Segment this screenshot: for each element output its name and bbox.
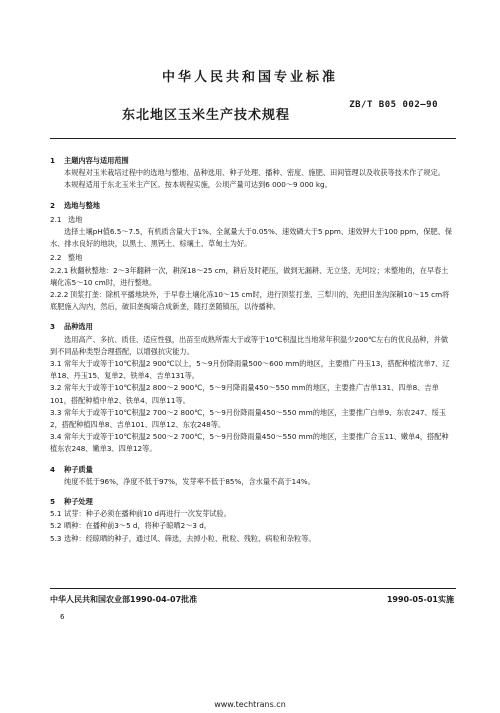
document-body bbox=[50, 152, 455, 545]
clause-text: 常年大于或等于10℃积温2 500～2 700℃，5～9月份降雨量450～550 mm的地区，主要推广合玉11、嫩单4，搭配种植东农248、嫩单3、四单12等。 bbox=[50, 432, 449, 454]
approval-line: 中华人民共和国农业部1990-04-07批准 bbox=[50, 595, 198, 604]
section-number: 4 bbox=[50, 464, 56, 474]
section-number: 3 bbox=[50, 322, 56, 332]
subsection-number: 2.1 bbox=[50, 214, 62, 224]
clause-item bbox=[50, 431, 455, 455]
clause-text: 常年大于或等于10℃积温2 800～2 900℃，5～9月降雨量450～550 mm的地区，主要推广吉单131、四单8、吉单101，搭配种植中单2、铁单4、四单11等。 bbox=[50, 383, 439, 405]
clause-item bbox=[50, 382, 455, 406]
clause-number: 3.2 bbox=[50, 383, 62, 393]
section-heading-2 bbox=[50, 200, 455, 212]
clause-number: 2.2.1 bbox=[50, 265, 69, 275]
footer-rule bbox=[50, 588, 456, 589]
section-number: 2 bbox=[50, 200, 56, 210]
clause-text: 顶浆打垄：除机平播地块外，于早春土壤化冻10～15 cm时，进行顶浆打垄、三犁川的，先把旧垄沟深耥10～15 cm将底肥施入沟内，然后，破旧垄掏墒合成新垄，随打垄随镇压，以待播种。 bbox=[50, 290, 450, 312]
section-heading-5 bbox=[50, 496, 455, 508]
website-link[interactable]: www.techtrans.cn bbox=[214, 700, 286, 709]
section-heading-3 bbox=[50, 321, 455, 333]
clause-text: 常年大于或等于10℃积温2 700～2 800℃，5～9月份降雨量450～550 mm的地区，主要推广白单9、东农247、绥玉2，搭配种植四单8、吉单101、四单12、东农248等。 bbox=[50, 407, 446, 430]
standard-type-header: 中华人民共和国专业标准 bbox=[161, 70, 338, 85]
clause-number: 3.3 bbox=[50, 407, 62, 417]
clause-text: 晒种：在播种前3～5 d，将种子晾晒2～3 d。 bbox=[64, 521, 211, 531]
paragraph: 纯度不低于96%，净度不低于97%，发芽率不低于85%，含水量不高于14%。 bbox=[64, 476, 315, 486]
clause-item bbox=[50, 533, 455, 545]
implementation-date: 1990-05-01实施 bbox=[386, 595, 454, 604]
clause-text: 选种：经晾晒的种子，通过风、筛选，去掉小粒、秕粒、残粒、病粒和杂粒等。 bbox=[64, 533, 316, 543]
section-title: 品种选用 bbox=[64, 322, 93, 332]
clause-number: 2.2.2 bbox=[50, 290, 69, 300]
subsection-title: 选地 bbox=[68, 214, 83, 224]
subsection-heading bbox=[50, 214, 455, 226]
section-heading-4 bbox=[50, 464, 455, 476]
section-number: 5 bbox=[50, 497, 56, 507]
clause-item bbox=[50, 520, 455, 532]
clause-text: 秋翻秋整地：2～3年翻耕一次，耕深18～25 cm，耕后及时耙压，做到无漏耕、无立垡、无坷垃；未整地的，在早春土壤化冻5～10 cm时，进行整地。 bbox=[50, 265, 449, 287]
standard-code: ZB/T B05 002—90 bbox=[349, 100, 438, 110]
clause-number: 3.1 bbox=[50, 359, 62, 369]
subsection-title: 整地 bbox=[68, 253, 83, 263]
paragraph: 本规程对玉米栽培过程中的选地与整地、品种选用、种子处理、播种、密度、施肥、田间管理以及收获等技术作了规定。 bbox=[64, 168, 445, 178]
section-number: 1 bbox=[50, 156, 56, 165]
clause-number: 3.4 bbox=[50, 432, 62, 442]
document-title: 东北地区玉米生产技术规程 bbox=[122, 108, 291, 123]
section-title: 种子处理 bbox=[64, 497, 93, 507]
clause-item bbox=[50, 358, 455, 382]
paragraph: 本规程适用于东北玉米主产区。按本规程实施，公顷产量可达到6 000～9 000 kg。 bbox=[64, 180, 332, 190]
clause-item bbox=[50, 265, 455, 289]
subsection-heading bbox=[50, 252, 455, 264]
paragraph: 选择土壤pH值6.5～7.5，有机质含量大于1%、全氮量大于0.05%、速效磷大于5 ppm、速效钾大于100 ppm，保肥、保水、排水良好的地块，以黑土、黑钙土、棕壤土、草甸土为好。 bbox=[50, 227, 453, 249]
header-rule bbox=[50, 138, 456, 139]
clause-number: 5.1 bbox=[50, 509, 62, 519]
section-title: 主题内容与适用范围 bbox=[64, 156, 129, 165]
subsection-number: 2.2 bbox=[50, 253, 62, 263]
section-title: 选地与整地 bbox=[64, 200, 100, 210]
section-heading-1 bbox=[50, 155, 455, 167]
clause-text: 试芽：种子必须在播种前10 d再进行一次发芽试验。 bbox=[64, 509, 231, 519]
clause-number: 5.3 bbox=[50, 533, 62, 543]
clause-item bbox=[50, 289, 455, 313]
clause-number: 5.2 bbox=[50, 521, 62, 531]
section-title: 种子质量 bbox=[64, 464, 93, 474]
clause-text: 常年大于或等于10℃积温2 900℃以上，5～9月份降雨量500～600 mm的地区，主要推广丹玉13，搭配种植沈单7、辽单18、丹玉15、复单2、铁单4、吉单131等。 bbox=[50, 359, 450, 381]
paragraph: 选用高产、多抗、质佳、适应性强，出苗至成熟所需大于或等于10℃积温比当地常年积温少200℃左右的优良品种，并做到不同品种类型合理搭配，以增强抗灾能力。 bbox=[50, 334, 449, 356]
page-number: 6 bbox=[60, 613, 65, 621]
clause-item bbox=[50, 508, 455, 520]
clause-item bbox=[50, 407, 455, 431]
